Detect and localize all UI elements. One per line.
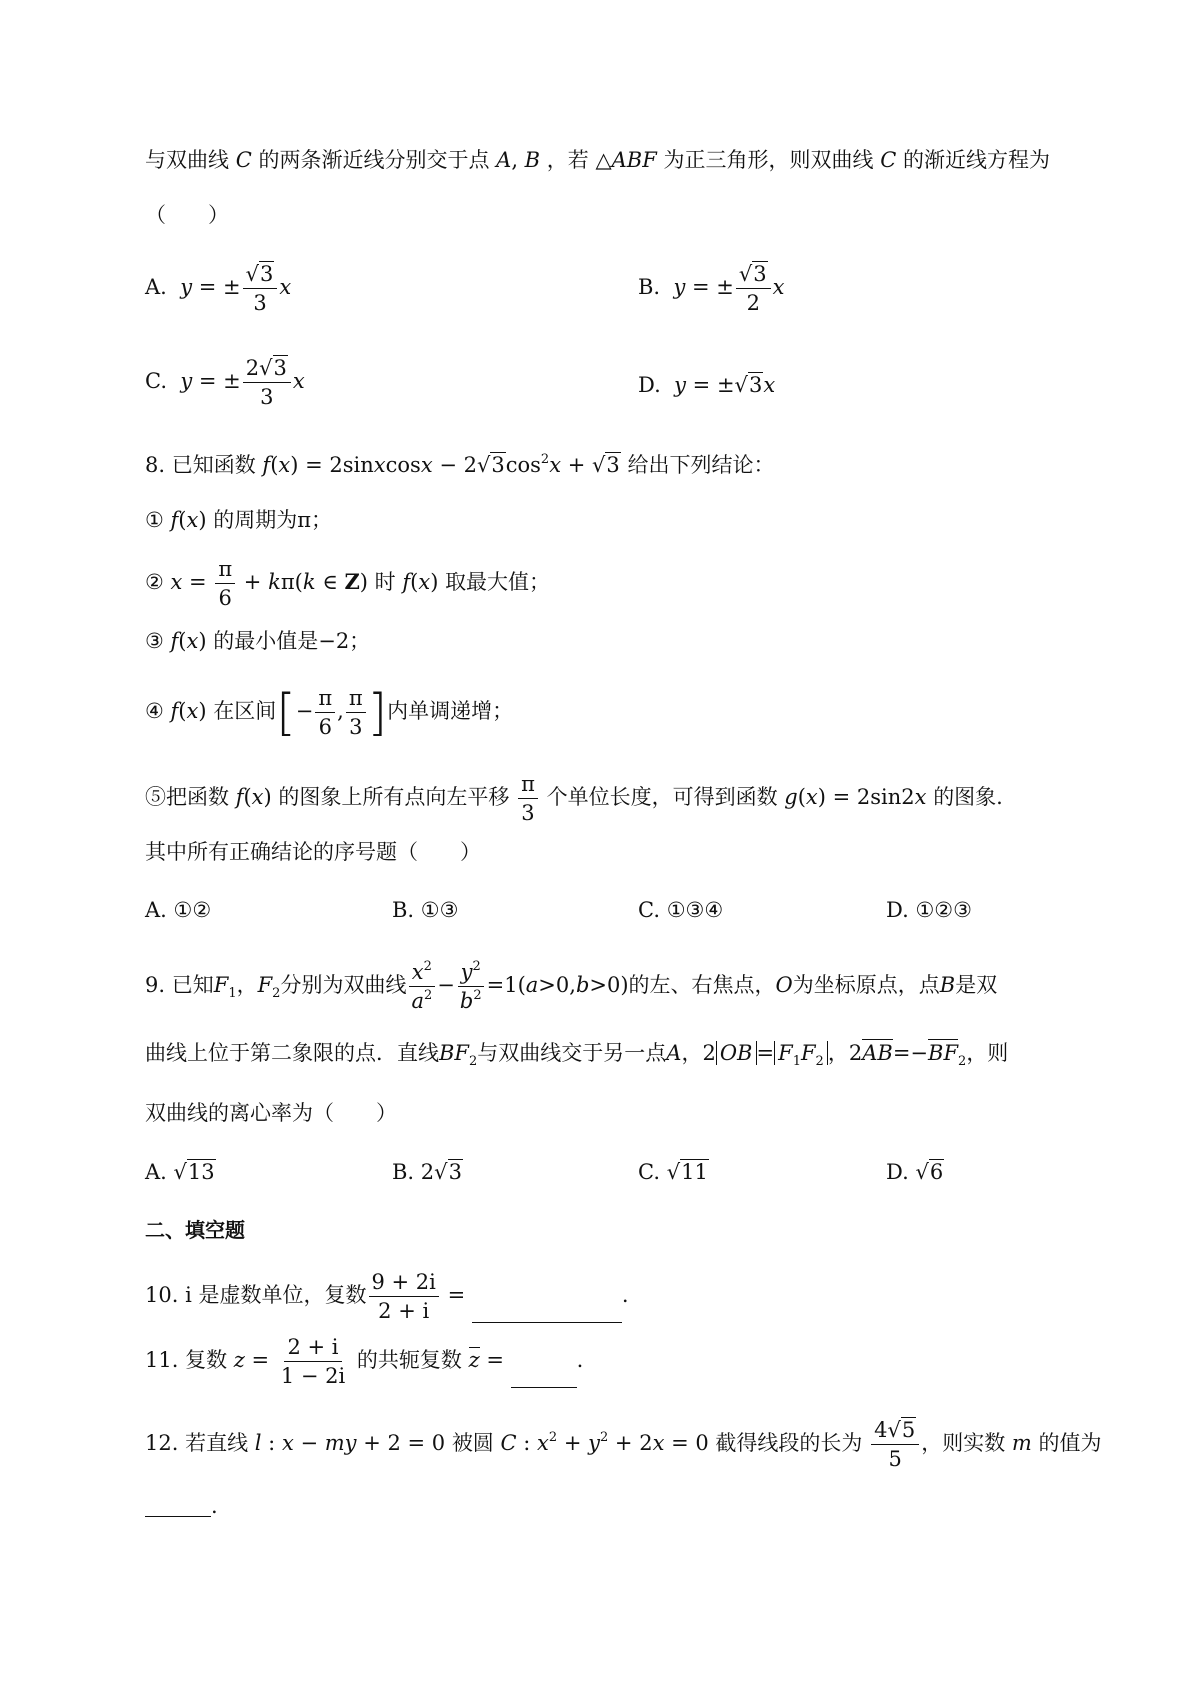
q7-option-c[interactable]: C. y = ± $\frac{2√3}{3}$ x — [145, 356, 305, 410]
q8-statement-1: ① f(x) 的周期为π； — [145, 508, 333, 532]
q8-text: 已知函数 — [171, 453, 256, 477]
math-fraction: $\frac{√3}{3}$ — [243, 262, 278, 315]
q10: 10. i 是虚数单位，复数 $\frac{9 + 2i}{2 + i}$ = . — [145, 1270, 629, 1324]
statement-label: ⑤把函数 — [145, 785, 229, 810]
q7-option-d[interactable]: D. y = ±√3x — [638, 373, 776, 397]
q9-text: 是双 — [955, 973, 998, 998]
section-title: 二、填空题 — [145, 1218, 245, 1242]
q12-text: 的值为 — [1038, 1431, 1102, 1456]
answer-blank[interactable] — [472, 1301, 622, 1323]
option-letter: A. — [145, 1160, 167, 1184]
q8-option-d[interactable] — [886, 898, 972, 922]
q9-text: 分别为双曲线 — [280, 973, 407, 998]
q9-text: 曲线上位于第二象限的点．直线 — [145, 1041, 439, 1065]
math-symbol: C — [235, 148, 252, 172]
q12-text: 截得线段的长为 — [715, 1431, 863, 1456]
q12-answer-line: . — [145, 1495, 218, 1517]
option-letter: C. — [638, 898, 660, 922]
q8-question — [145, 842, 481, 863]
option-letter: B. — [638, 275, 661, 300]
statement-text: 个单位长度，可得到函数 — [546, 785, 778, 810]
option-letter: D. — [638, 373, 661, 397]
q8-text: 其中所有正确结论的序号题（ ） — [145, 840, 481, 864]
statement-label: ③ — [145, 629, 164, 653]
q8-text: 给出下列结论： — [627, 453, 775, 477]
math-fraction: $\frac{2 + i}{1 - 2i}$ — [280, 1335, 346, 1389]
math-expr: △ABF — [595, 148, 657, 172]
q8-statement-5: ⑤把函数 f(x) 的图象上所有点向左平移 $\frac{\pi}{3}$ 个单位长度，可得到函数 g(x) = 2sin2x 的图象. — [145, 772, 1003, 826]
q8-option-b[interactable] — [392, 898, 458, 922]
option-letter: B. — [392, 1160, 415, 1184]
statement-text: 的周期为π； — [213, 508, 333, 532]
question-number: 12. — [145, 1431, 179, 1456]
question-number: 8. — [145, 453, 166, 477]
statement-text: 时 — [374, 570, 396, 595]
q11-text: 的共轭复数 — [356, 1348, 462, 1373]
q12-text: ，则实数 — [921, 1431, 1006, 1456]
statement-text: 取最大值； — [445, 570, 551, 595]
q8-statement-4: ④ f(x) 在区间[− $\frac{\pi}{6}$ , $\frac{\pi}{3}$ ]内单调递增； — [145, 683, 514, 742]
q9-option-a[interactable]: A. √13 — [145, 1160, 215, 1184]
q7-option-b[interactable]: B. y = ± $\frac{√3}{2}$ x — [638, 262, 785, 316]
math-fraction: $\frac{9 + 2i}{2 + i}$ — [369, 1270, 439, 1323]
q9-option-d[interactable]: D. √6 — [886, 1160, 944, 1184]
q8-option-c[interactable] — [638, 898, 723, 922]
q9-text: 为坐标原点，点 — [792, 973, 940, 998]
option-letter: A. — [145, 275, 167, 300]
math-symbol: A — [496, 148, 512, 172]
q12-text: 被圆 — [451, 1431, 494, 1456]
q12: 12. 若直线 l : x − my + 2 = 0 被圆 C : $x^2 + y^2 + 2x = 0$ 截得线段的长为 $\frac{4√5}{5}$ ，则实数 m 的值为 — [145, 1418, 1102, 1472]
statement-text: 的图象上所有点向左平移 — [278, 785, 510, 810]
option-value: ①②③ — [915, 898, 972, 922]
math-fraction: $\frac{\pi}{6}$ — [215, 557, 235, 610]
q9-text: 与双曲线交于另一点 — [477, 1041, 667, 1065]
math-fraction: $\frac{√3}{2}$ — [736, 262, 771, 315]
option-letter: D. — [886, 898, 909, 922]
question-number: 10. — [145, 1283, 179, 1308]
option-letter: B. — [392, 898, 415, 922]
answer-paren: （ ） — [145, 203, 229, 227]
q9-text: 的左、右焦点， — [628, 973, 776, 998]
q9-text: ，则 — [966, 1041, 1009, 1065]
q10-text: i 是虚数单位，复数 — [185, 1283, 367, 1308]
math-fraction: $\frac{2√3}{3}$ — [243, 356, 291, 409]
q7-stem-line: 与双曲线 C 的两条渐近线分别交于点 A, B ，若 △ABF 为正三角形，则双曲线 C 的渐近线方程为 — [145, 148, 1050, 172]
q9-text: 双曲线的离心率为（ ） — [145, 1101, 397, 1125]
q7-text: 的渐近线方程为 — [902, 148, 1050, 172]
answer-blank[interactable] — [145, 1495, 211, 1517]
q9-option-c[interactable]: C. √11 — [638, 1160, 708, 1184]
option-letter: D. — [886, 1160, 909, 1184]
q11-text: 复数 — [185, 1348, 228, 1373]
q7-paren — [145, 205, 229, 226]
q7-text: ，若 — [546, 148, 589, 172]
statement-label: ④ — [145, 699, 164, 724]
math-fraction: $\frac{4√5}{5}$ — [871, 1418, 919, 1471]
question-number: 11. — [145, 1348, 179, 1373]
q8-statement-2: ② x = $\frac{\pi}{6}$ + kπ(k ∈ Z) 时 f(x) 取最大值； — [145, 557, 551, 611]
statement-text: 内单调递增； — [387, 699, 514, 724]
math-expr: f(x) = 2sinxcosx − $2√3\cos^2x + √3$ — [262, 452, 620, 477]
option-value: ①③④ — [666, 898, 724, 922]
q7-option-a[interactable]: A. y = ± $\frac{√3}{3}$ x — [145, 262, 292, 316]
q7-text: 与双曲线 — [145, 148, 229, 172]
q9-text: ， — [236, 973, 258, 998]
question-number: 9. — [145, 973, 166, 998]
q8-statement-3: ③ f(x) 的最小值是−2； — [145, 629, 371, 653]
math-symbol: C — [880, 148, 897, 172]
option-value: ①③ — [420, 898, 459, 922]
q9-line-3 — [145, 1103, 397, 1124]
q9-text: ， — [681, 1041, 703, 1065]
statement-label: ① — [145, 508, 164, 532]
q7-text: 的两条渐近线分别交于点 — [258, 148, 490, 172]
option-letter: C. — [638, 1160, 660, 1184]
statement-text: 的最小值是−2； — [213, 629, 371, 653]
q12-text: 若直线 — [185, 1431, 249, 1456]
statement-text: 在区间 — [213, 699, 277, 724]
q11: 11. 复数 z = $\frac{2 + i}{1 - 2i}$ 的共轭复数 z = . — [145, 1335, 584, 1389]
q7-text: 为正三角形，则双曲线 — [663, 148, 874, 172]
answer-blank[interactable] — [511, 1366, 577, 1388]
option-letter: A. — [145, 898, 167, 922]
q9-option-b[interactable]: B. 2√3 — [392, 1160, 462, 1184]
option-value: ①② — [173, 898, 212, 922]
option-letter: C. — [145, 369, 167, 394]
q9-text: ， — [827, 1041, 849, 1065]
q8-option-a[interactable] — [145, 898, 211, 922]
q9-line-1: 9. 已知$F_1$，$F_2$分别为双曲线 $\frac{x^2}{a^2}$ − $\frac{y^2}{b^2}$ =1(a>0,b>0)的左、右焦点，O为坐标原点，点B是双 — [145, 959, 998, 1014]
statement-text: 的图象. — [933, 785, 1003, 810]
q9-text: 已知 — [171, 973, 214, 998]
q9-line-2: 曲线上位于第二象限的点．直线$BF_2$与双曲线交于另一点A，2 OB = $F_1F_2$ ，$2AB=-BF_2$，则 — [145, 1041, 1009, 1069]
q8-stem — [145, 452, 775, 477]
statement-label: ② — [145, 570, 164, 595]
